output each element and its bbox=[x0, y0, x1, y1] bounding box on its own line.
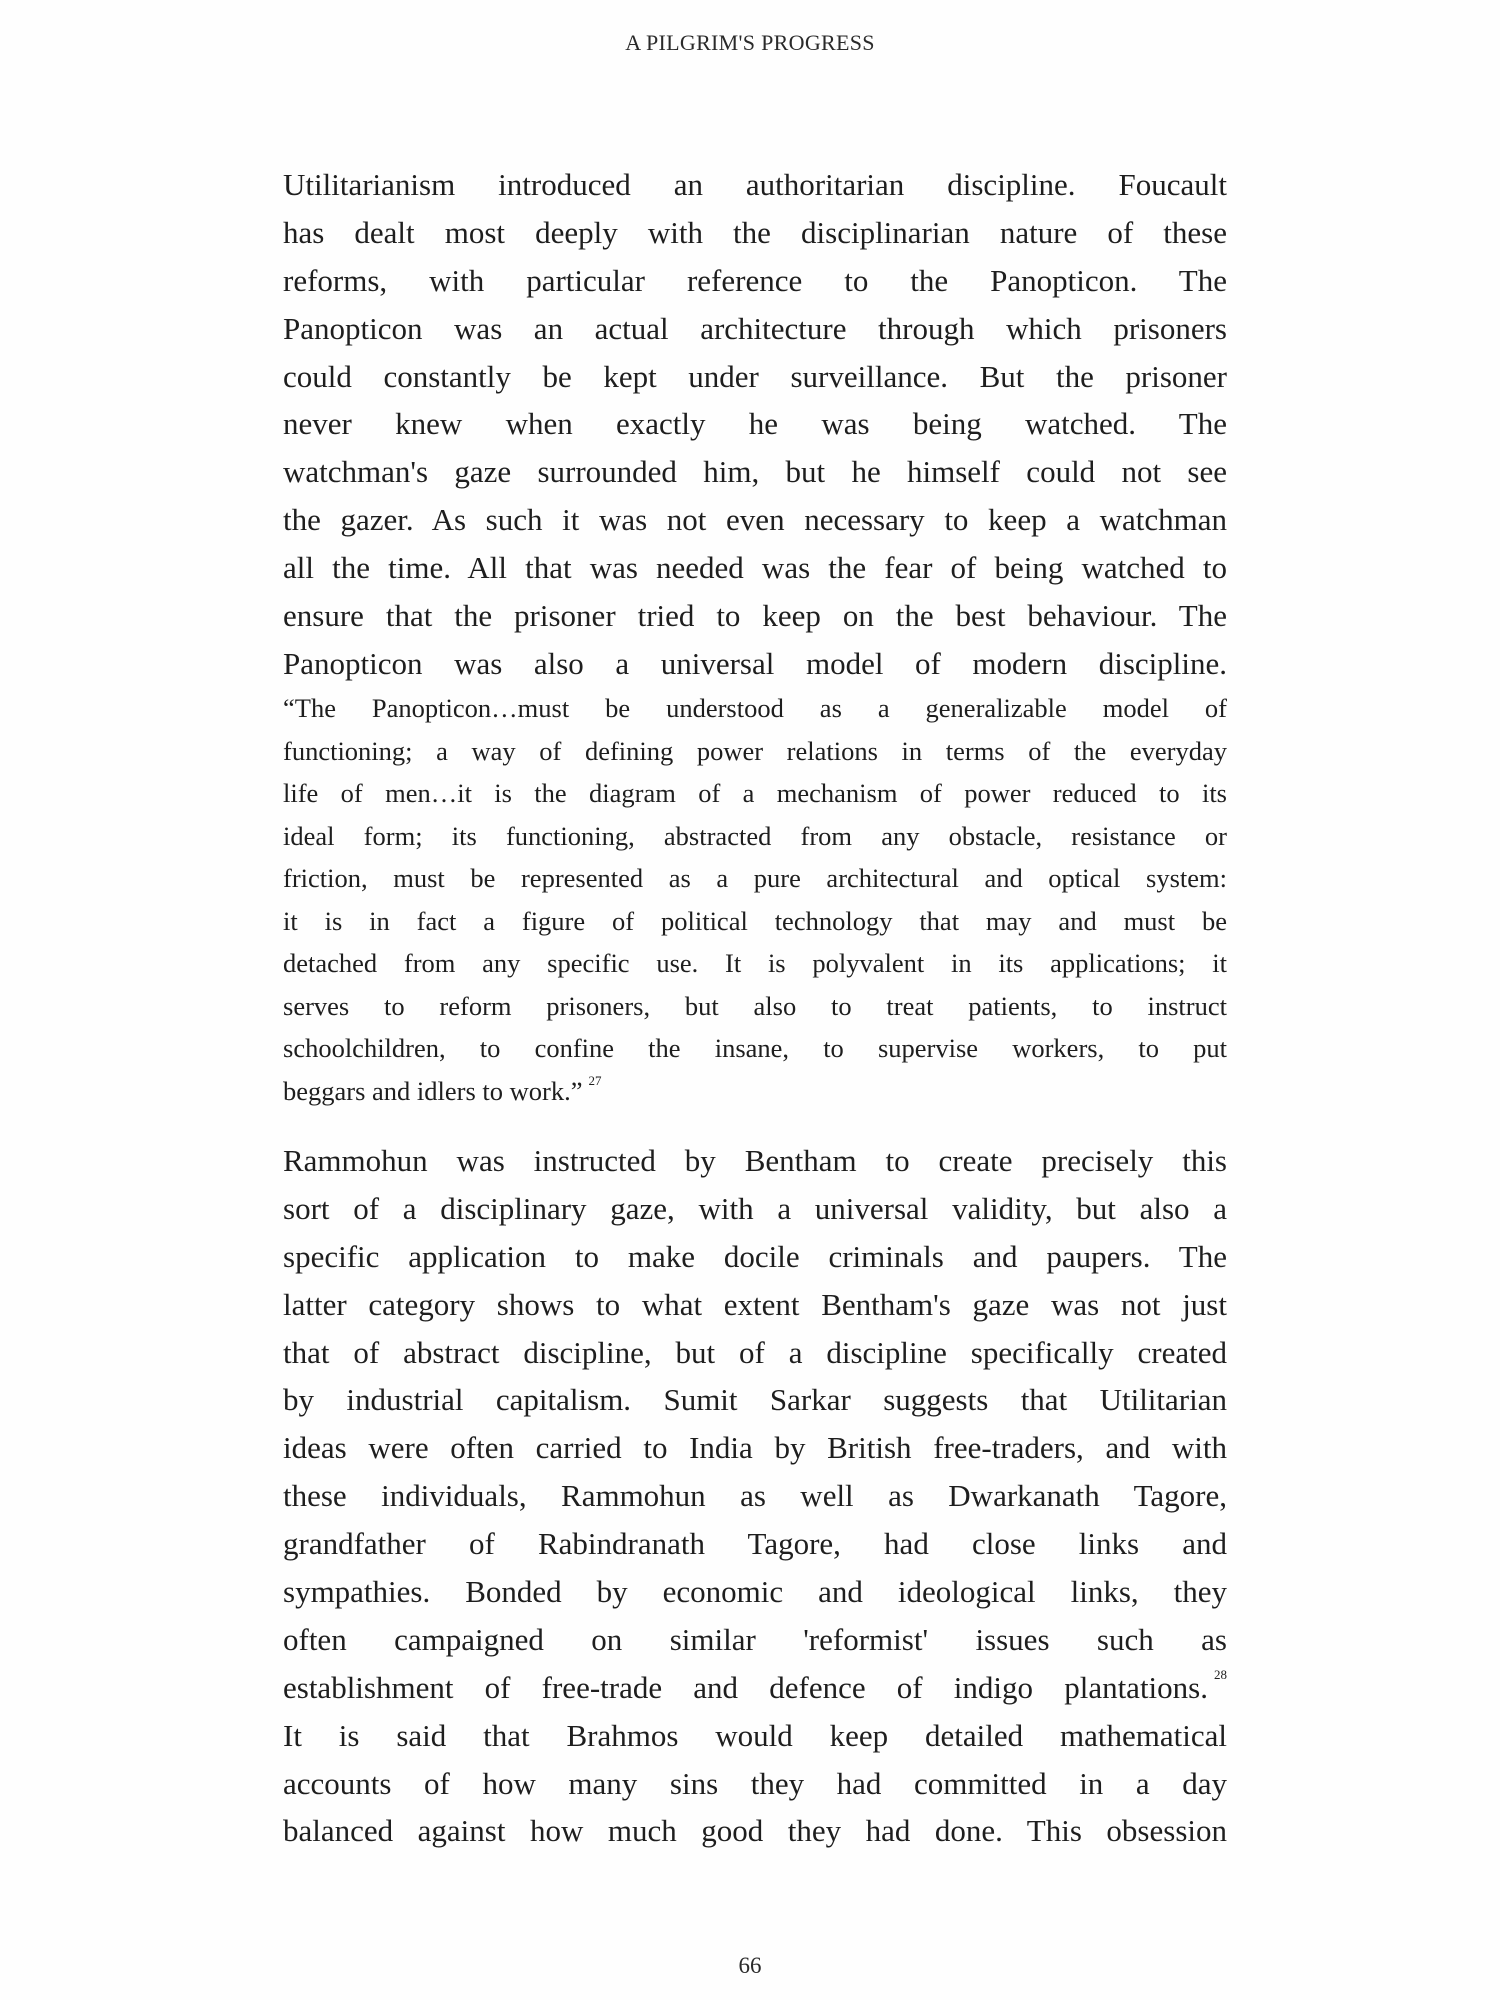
text-line bbox=[283, 1712, 1227, 1760]
text-line bbox=[283, 1376, 1227, 1424]
text-line bbox=[283, 942, 1227, 985]
page-number: 66 bbox=[738, 1953, 762, 1978]
text-line bbox=[283, 1760, 1227, 1808]
text-line bbox=[283, 1424, 1227, 1472]
line-text: life of men…it is the diagram of a mechanism of power reduced to its bbox=[283, 778, 1227, 808]
line-text: Panopticon was an actual architecture through which prisoners bbox=[283, 310, 1227, 346]
line-text: schoolchildren, to confine the insane, to supervise workers, to put bbox=[283, 1033, 1227, 1063]
line-text: often campaigned on similar 'reformist' issues such as bbox=[283, 1621, 1227, 1657]
text-line bbox=[283, 1070, 1227, 1113]
line-text: detached from any specific use. It is polyvalent in its applications; it bbox=[283, 948, 1227, 978]
line-text: the gazer. As such it was not even necessary to keep a watchman bbox=[283, 502, 1227, 538]
footnote-reference[interactable]: 27 bbox=[588, 1072, 602, 1088]
text-line bbox=[283, 772, 1227, 815]
line-text: all the time. All that was needed was the fear of being watched to bbox=[283, 550, 1227, 586]
text-line bbox=[283, 1233, 1227, 1281]
text-line bbox=[283, 209, 1227, 257]
line-text: sort of a disciplinary gaze, with a universal validity, but also a bbox=[283, 1190, 1227, 1226]
footnote-reference[interactable]: 28 bbox=[1214, 1666, 1227, 1682]
line-text: grandfather of Rabindranath Tagore, had close links and bbox=[283, 1526, 1227, 1562]
text-line bbox=[283, 305, 1227, 353]
line-text: ideas were often carried to India by British free-traders, and with bbox=[283, 1430, 1227, 1466]
line-text: beggars and idlers to work.” bbox=[283, 1075, 583, 1106]
text-line bbox=[283, 1185, 1227, 1233]
text-line bbox=[283, 640, 1227, 688]
line-text: Utilitarianism introduced an authoritarian discipline. Foucault bbox=[283, 167, 1227, 202]
paragraph-1 bbox=[283, 161, 1227, 688]
line-text: specific application to make docile criminals and paupers. The bbox=[283, 1238, 1227, 1274]
text-line bbox=[283, 496, 1227, 544]
line-text: by industrial capitalism. Sumit Sarkar suggests that Utilitarian bbox=[283, 1382, 1227, 1418]
line-text: never knew when exactly he was being watched. The bbox=[283, 406, 1227, 442]
text-line bbox=[283, 161, 1227, 209]
line-text: friction, must be represented as a pure architectural and optical system: bbox=[283, 863, 1227, 893]
text-line bbox=[283, 900, 1227, 943]
text-line bbox=[283, 1281, 1227, 1329]
text-line bbox=[283, 257, 1227, 305]
text-line bbox=[283, 400, 1227, 448]
text-line bbox=[283, 857, 1227, 900]
line-text: reforms, with particular reference to the Panopticon. The bbox=[283, 262, 1227, 298]
running-head: A PILGRIM'S PROGRESS bbox=[625, 30, 875, 55]
line-text: ideal form; its functioning, abstracted from any obstacle, resistance or bbox=[283, 820, 1227, 851]
text-line bbox=[283, 730, 1227, 773]
line-text: functioning; a way of defining power relations in terms of the everyday bbox=[283, 735, 1227, 766]
line-text: these individuals, Rammohun as well as Dwarkanath Tagore, bbox=[283, 1478, 1227, 1514]
line-text: ensure that the prisoner tried to keep on the best behaviour. The bbox=[283, 598, 1227, 634]
text-line bbox=[283, 1520, 1227, 1568]
line-text: accounts of how many sins they had committed in a day bbox=[283, 1765, 1227, 1801]
line-text: latter category shows to what extent Bentham's gaze was not just bbox=[283, 1286, 1227, 1322]
line-text: could constantly be kept under surveillance. But the prisoner bbox=[283, 358, 1227, 394]
paragraph-2 bbox=[283, 1137, 1227, 1855]
line-text: serves to reform prisoners, but also to treat patients, to instruct bbox=[283, 990, 1227, 1021]
text-line bbox=[283, 1568, 1227, 1616]
line-text: Rammohun was instructed by Bentham to create precisely this bbox=[283, 1143, 1227, 1178]
line-text: it is in fact a figure of political technology that may and must be bbox=[283, 905, 1227, 936]
text-line bbox=[283, 1664, 1227, 1712]
line-text: “The Panopticon…must be understood as a generalizable model of bbox=[283, 693, 1227, 723]
text-line bbox=[283, 448, 1227, 496]
text-line bbox=[283, 353, 1227, 401]
line-text: It is said that Brahmos would keep detailed mathematical bbox=[283, 1717, 1227, 1753]
line-text: balanced against how much good they had done. This obsession bbox=[283, 1813, 1227, 1849]
text-line bbox=[283, 687, 1227, 730]
line-text: that of abstract discipline, but of a discipline specifically created bbox=[283, 1334, 1227, 1370]
text-line bbox=[283, 1807, 1227, 1855]
block-quote bbox=[283, 687, 1227, 1112]
text-line bbox=[283, 985, 1227, 1028]
text-line bbox=[283, 1137, 1227, 1185]
line-text: Panopticon was also a universal model of modern discipline. bbox=[283, 645, 1227, 681]
text-line bbox=[283, 815, 1227, 858]
text-line bbox=[283, 1027, 1227, 1070]
line-text: establishment of free-trade and defence of indigo plantations. bbox=[283, 1669, 1208, 1705]
text-line bbox=[283, 1472, 1227, 1520]
text-line bbox=[283, 1616, 1227, 1664]
text-line bbox=[283, 1329, 1227, 1377]
text-line bbox=[283, 592, 1227, 640]
text-line bbox=[283, 544, 1227, 592]
line-text: sympathies. Bonded by economic and ideological links, they bbox=[283, 1574, 1227, 1610]
line-text: watchman's gaze surrounded him, but he himself could not see bbox=[283, 454, 1227, 490]
line-text: has dealt most deeply with the disciplinarian nature of these bbox=[283, 214, 1227, 250]
